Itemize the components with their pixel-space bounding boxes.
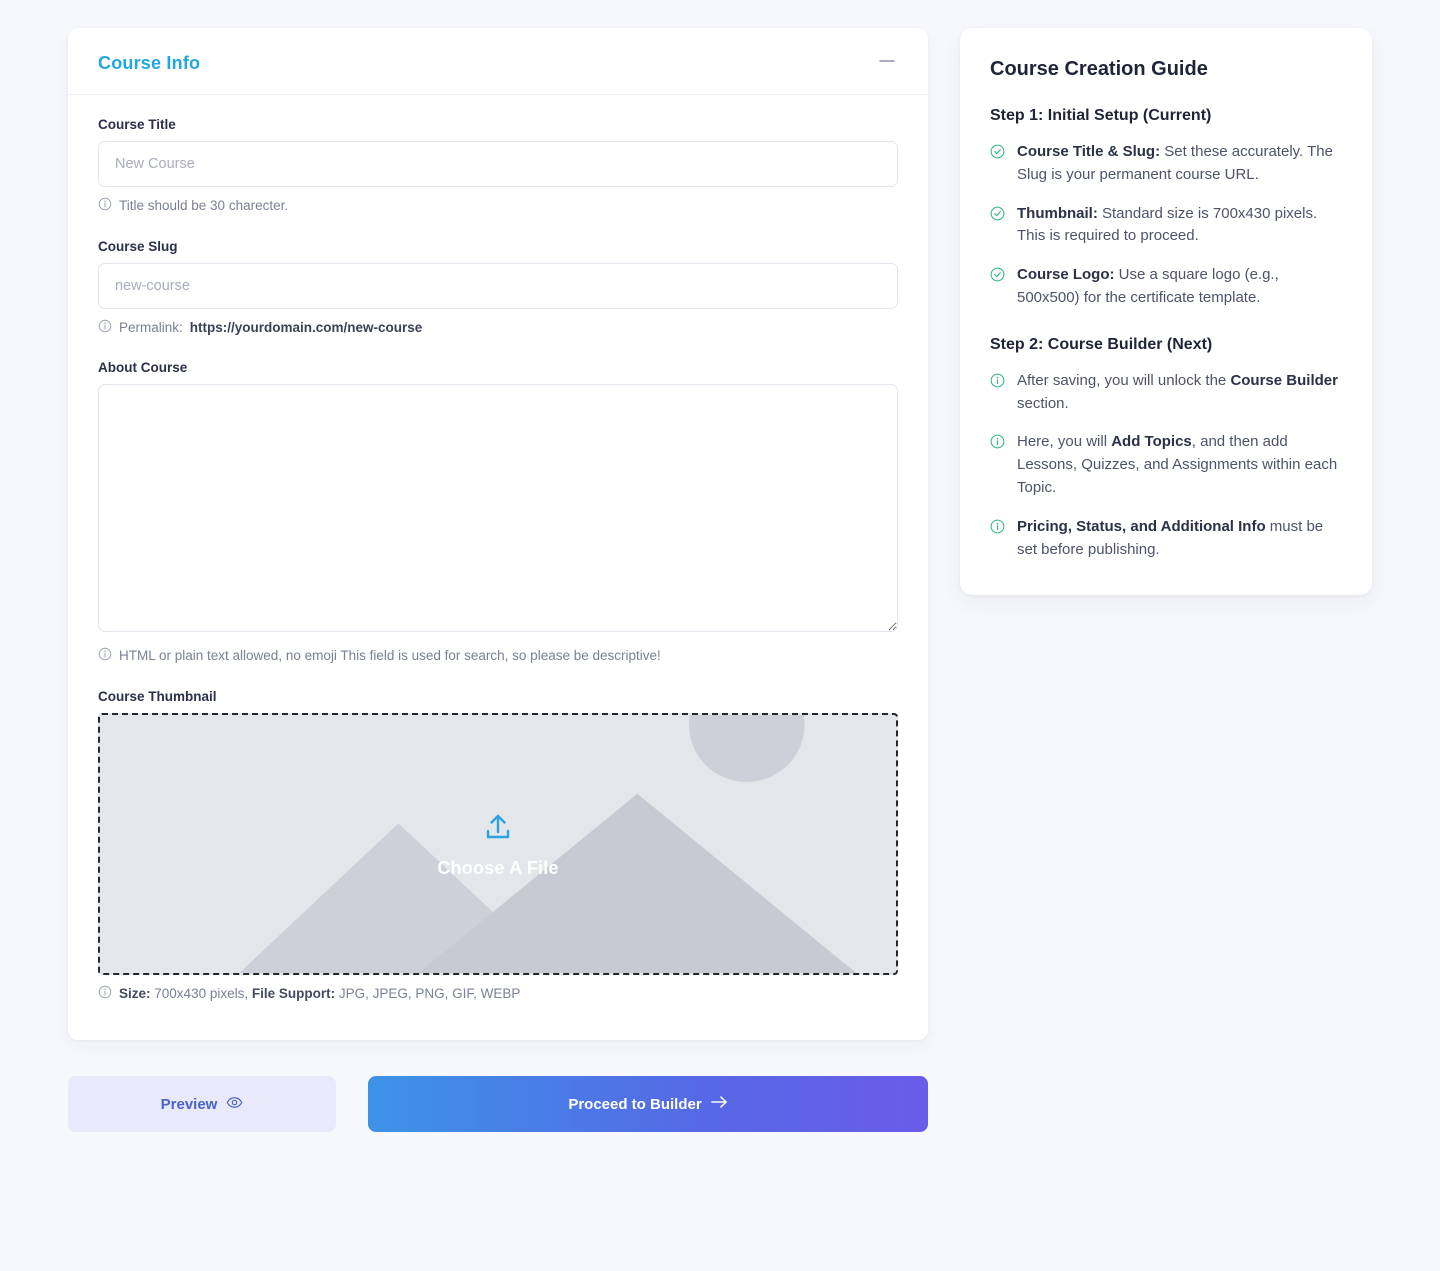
list-item-strong: Course Builder [1230,371,1338,389]
guide-step2-list [990,370,1342,562]
course-title-input[interactable] [98,141,898,187]
choose-file-label: Choose A File [437,857,559,878]
list-item-text: Set these accurately. The Slug is your permanent course URL. [1017,143,1333,183]
info-circle-icon [990,519,1005,562]
proceed-to-builder-button[interactable] [368,1076,928,1132]
check-circle-icon [990,206,1005,249]
preview-button[interactable] [68,1076,336,1132]
list-item-text: Use a square logo (e.g., 500x500) for the certificate template. [1017,266,1279,306]
about-course-hint [98,646,898,667]
course-thumbnail-label: Course Thumbnail [98,688,217,704]
thumbnail-size-value: 700x430 pixels, [154,985,249,1001]
thumbnail-size-label: Size: [119,985,151,1001]
course-slug-label: Course Slug [98,238,178,254]
course-slug-input[interactable] [98,263,898,309]
info-circle-icon [98,197,112,217]
course-title-hint [98,196,898,217]
info-circle-icon [990,434,1005,499]
upload-icon [437,809,558,850]
info-circle-icon [98,647,112,667]
guide-step1-title: Step 1: Initial Setup (Current) [990,107,1212,124]
list-item [990,141,1342,187]
list-item [990,203,1342,249]
form-actions [68,1076,928,1132]
course-slug-hint [98,318,898,339]
list-item-text: must be set before publishing. [1017,517,1324,558]
info-circle-icon [990,373,1005,416]
thumbnail-support-value: JPG, JPEG, PNG, GIF, WEBP [338,985,521,1001]
eye-icon [226,1094,243,1115]
list-item-strong: Course Title & Slug: [1017,143,1161,160]
guide-column [960,28,1372,595]
list-item [990,370,1342,416]
list-item [990,516,1342,562]
list-item [990,431,1342,499]
thumbnail-dropzone[interactable] [98,713,898,975]
list-item-strong: Pricing, Status, and Additional Info [1017,517,1266,535]
course-info-header [68,28,928,95]
minus-icon[interactable] [876,52,898,74]
panel-title: Course Info [98,52,201,73]
course-info-body [68,95,928,1040]
permalink-url: https://yourdomain.com/new-course [189,319,423,335]
info-circle-icon [98,985,112,1005]
list-item-text-end: section. [1017,394,1069,412]
list-item-text: After saving, you will unlock the [1017,371,1231,389]
about-course-textarea[interactable] [98,384,898,632]
course-title-label: Course Title [98,117,176,132]
proceed-button-label: Proceed to Builder [568,1095,702,1113]
thumbnail-upload-cta [437,809,558,879]
thumbnail-hint [98,984,898,1005]
course-info-card [68,28,928,1040]
about-course-hint-text: HTML or plain text allowed, no emoji This field is used for search, so please be descriptive! [119,648,661,664]
guide-step2-title: Step 2: Course Builder (Next) [990,335,1213,353]
course-creation-guide-card [960,28,1372,595]
preview-button-label: Preview [160,1095,218,1113]
arrow-right-icon [711,1095,728,1113]
check-circle-icon [990,144,1005,187]
permalink-prefix: Permalink: [119,319,183,335]
guide-step1-list [990,141,1342,310]
list-item-strong: Course Logo: [1017,266,1115,284]
course-title-hint-text: Title should be 30 charecter. [119,198,289,213]
course-form-column [68,28,928,1132]
list-item-strong: Thumbnail: [1017,204,1098,222]
list-item-strong: Add Topics [1111,433,1192,451]
info-circle-icon [98,319,112,339]
list-item-text: Standard size is 700x430 pixels. This is required to proceed. [1017,204,1318,245]
thumbnail-support-label: File Support: [251,985,336,1001]
list-item [990,264,1342,310]
about-course-label: About Course [98,360,188,376]
check-circle-icon [990,267,1005,310]
list-item-text-end: , and then add Lessons, Quizzes, and Assignments within each Topic. [1017,433,1338,496]
guide-title: Course Creation Guide [990,58,1208,80]
list-item-text: Here, you will [1017,433,1112,451]
